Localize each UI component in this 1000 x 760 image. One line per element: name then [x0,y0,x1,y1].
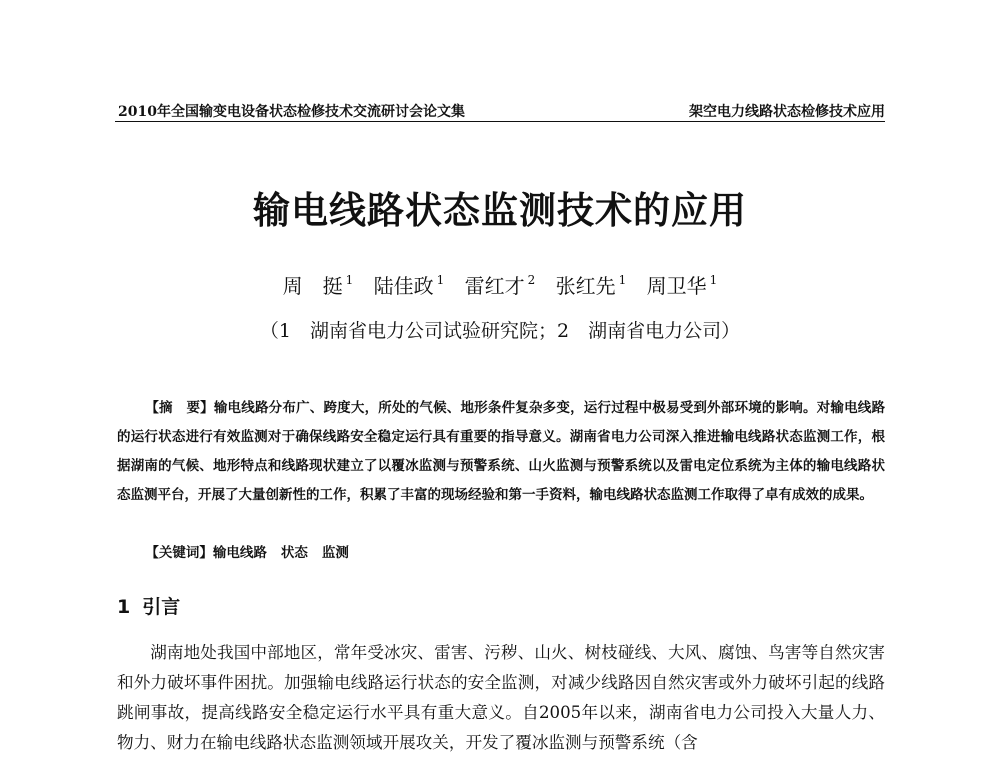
author [465,274,536,298]
abstract-label: 【摘 要】 [145,400,214,416]
section-number: 1 [117,596,131,618]
abstract-text: 输电线路分布广、跨度大，所处的气候、地形条件复杂多变，运行过程中极易受到外部环境的影响。对输电线路的运行状态进行有效监测对于确保线路安全稳定运行具有重要的指导意义。湖南省电力公司深入推进输电线路状态监测工作，根据湖南的气候、地形特点和线路现状建立了以覆冰监测与预警系统、山火监测与预警系统以及雷电定位系统为主体的输电线路状态监测平台，开展了大量创新性的工作，积累了丰富的现场经验和第一手资料，输电线路状态监测工作取得了卓有成效的成果。 [117,400,886,503]
running-header-right: 架空电力线路状态检修技术应用 [689,104,885,120]
intro-paragraph: 湖南地处我国中部地区，常年受冰灾、雷害、污秽、山火、树枝碰线、大风、腐蚀、鸟害等自然灾害和外力破坏事件困扰。加强输电线路运行状态的安全监测，对减少线路因自然灾害或外力破坏引起的线路跳闸事故，提高线路安全稳定运行水平具有重大意义。自2005年以来，湖南省电力公司投入大量人力、物力、财力在输电线路状态监测领域开展攻关，开发了覆冰监测与预警系统（含 [117,643,885,752]
affiliation: （1 湖南省电力公司试验研究院；2 湖南省电力公司） [259,320,741,342]
author-name: 周卫华 [646,274,707,298]
author-list [0,270,1000,299]
author-affiliation-mark: 1 [345,273,354,287]
header-rule [115,121,885,122]
keyword: 监测 [321,545,349,561]
keyword: 状态 [280,545,308,561]
author [556,274,627,298]
keywords [117,539,885,568]
author-affiliation-mark: 1 [436,273,445,287]
section-heading [117,592,180,619]
author-name: 陆佳政 [373,274,434,298]
abstract [117,394,885,510]
paper-title: 输电线路状态监测技术的应用 [253,189,747,232]
author-affiliation-mark: 1 [618,273,627,287]
author-affiliation-mark: 1 [709,273,718,287]
author-affiliation-mark: 2 [527,273,536,287]
author [647,274,718,298]
keywords-label: 【关键词】 [145,545,213,561]
author-name: 雷红才 [464,274,525,298]
author-name: 张红先 [555,274,616,298]
author [374,274,445,298]
keyword: 输电线路 [212,545,267,561]
running-header-left: 2010年全国输变电设备状态检修技术交流研讨会论文集 [118,104,465,120]
section-title: 引言 [142,596,181,618]
author [283,274,354,298]
author-name: 周 挺 [282,274,343,298]
